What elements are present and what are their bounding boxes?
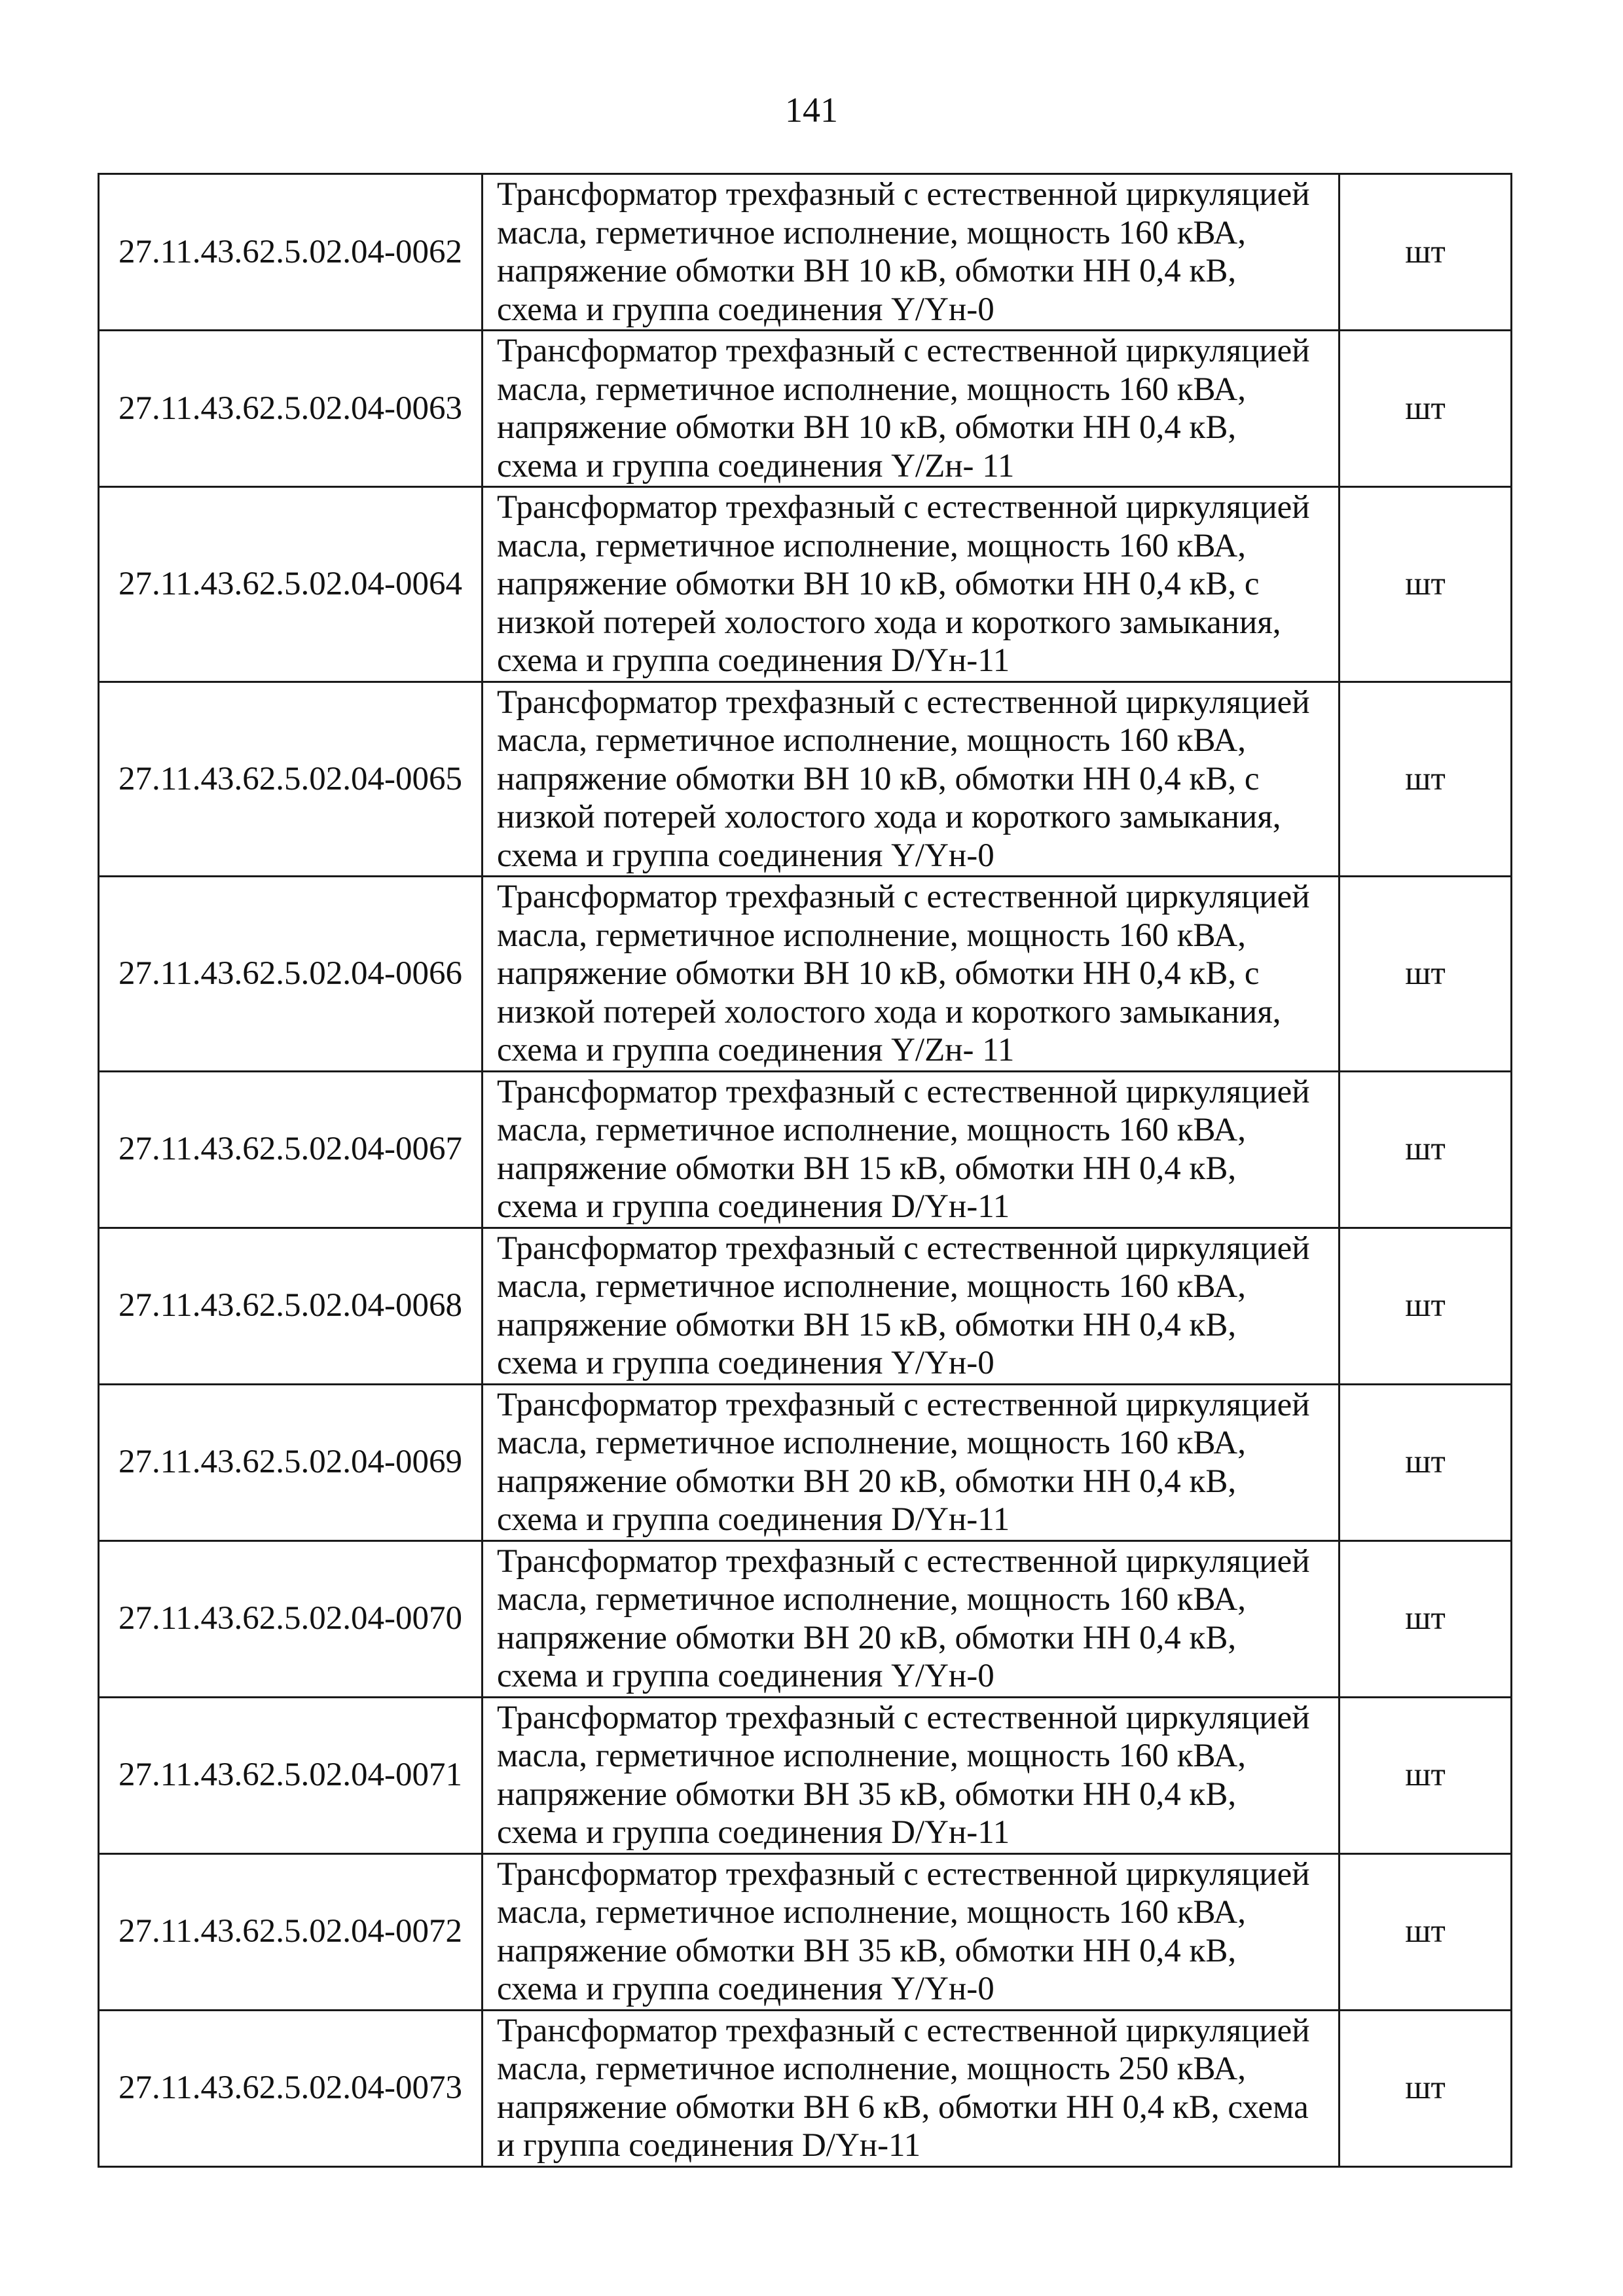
- description-line: схема и группа соединения Y/Yн-0: [497, 1658, 994, 1694]
- resource-code: 27.11.43.62.5.02.04-0066: [99, 877, 483, 1072]
- resource-description: [483, 487, 1340, 682]
- description-line: напряжение обмотки ВН 35 кВ, обмотки НН 0,4 кВ,: [497, 1932, 1237, 1969]
- unit-of-measure: шт: [1340, 487, 1512, 682]
- description-line: масла, герметичное исполнение, мощность 160 кВА,: [497, 371, 1246, 408]
- resource-code: 27.11.43.62.5.02.04-0072: [99, 1853, 483, 2010]
- description-line: схема и группа соединения Y/Zн- 11: [497, 1032, 1015, 1068]
- resource-code: 27.11.43.62.5.02.04-0064: [99, 487, 483, 682]
- description-line: схема и группа соединения D/Yн-11: [497, 1501, 1010, 1538]
- resource-description: [483, 2010, 1340, 2166]
- resource-description: [483, 1384, 1340, 1540]
- description-line: напряжение обмотки ВН 10 кВ, обмотки НН 0,4 кВ, с: [497, 566, 1260, 602]
- description-line: напряжение обмотки ВН 10 кВ, обмотки НН 0,4 кВ, с: [497, 955, 1260, 992]
- description-line: Трансформатор трехфазный с естественной циркуляцией: [497, 879, 1310, 915]
- description-line: схема и группа соединения Y/Yн-0: [497, 837, 994, 874]
- resource-description: [483, 331, 1340, 487]
- unit-of-measure: шт: [1340, 331, 1512, 487]
- table-row: [99, 331, 1512, 487]
- page-number: 141: [785, 90, 838, 130]
- table-row: [99, 1540, 1512, 1697]
- description-line: Трансформатор трехфазный с естественной циркуляцией: [497, 683, 1310, 721]
- resource-table: [98, 173, 1512, 2168]
- description-line: масла, герметичное исполнение, мощность 160 кВА,: [497, 1581, 1246, 1618]
- description-line: напряжение обмотки ВН 35 кВ, обмотки НН 0,4 кВ,: [497, 1776, 1237, 1813]
- description-line: Трансформатор трехфазный с естественной циркуляцией: [497, 489, 1310, 526]
- unit-of-measure: шт: [1340, 1540, 1512, 1697]
- description-line: Трансформатор трехфазный с естественной циркуляцией: [497, 1855, 1310, 1893]
- unit-of-measure: шт: [1340, 682, 1512, 877]
- description-line: схема и группа соединения Y/Yн-0: [497, 291, 994, 328]
- description-line: Трансформатор трехфазный с естественной циркуляцией: [497, 2012, 1310, 2049]
- resource-code: 27.11.43.62.5.02.04-0073: [99, 2010, 483, 2166]
- description-line: масла, герметичное исполнение, мощность 160 кВА,: [497, 1268, 1246, 1305]
- description-line: Трансформатор трехфазный с естественной циркуляцией: [497, 1230, 1310, 1267]
- description-line: Трансформатор трехфазный с естественной циркуляцией: [497, 176, 1310, 213]
- resource-description: [483, 682, 1340, 877]
- resource-description: [483, 1540, 1340, 1697]
- table-row: [99, 1071, 1512, 1228]
- description-line: масла, герметичное исполнение, мощность 160 кВА,: [497, 917, 1246, 954]
- description-line: напряжение обмотки ВН 20 кВ, обмотки НН 0,4 кВ,: [497, 1619, 1237, 1656]
- resource-code: 27.11.43.62.5.02.04-0062: [99, 174, 483, 331]
- table-row: [99, 1384, 1512, 1540]
- description-line: схема и группа соединения Y/Yн-0: [497, 1345, 994, 1381]
- description-line: масла, герметичное исполнение, мощность 160 кВА,: [497, 527, 1246, 564]
- description-line: масла, герметичное исполнение, мощность 160 кВА,: [497, 1738, 1246, 1774]
- resource-description: [483, 1228, 1340, 1384]
- description-line: Трансформатор трехфазный с естественной циркуляцией: [497, 1073, 1310, 1110]
- description-line: низкой потерей холостого хода и короткого замыкания,: [497, 604, 1281, 641]
- resource-code: 27.11.43.62.5.02.04-0071: [99, 1697, 483, 1853]
- description-line: низкой потерей холостого хода и короткого замыкания,: [497, 799, 1281, 835]
- description-line: Трансформатор трехфазный с естественной циркуляцией: [497, 1699, 1310, 1736]
- resource-code: 27.11.43.62.5.02.04-0070: [99, 1540, 483, 1697]
- description-line: Трансформатор трехфазный с естественной циркуляцией: [497, 1542, 1310, 1580]
- description-line: схема и группа соединения D/Yн-11: [497, 1814, 1010, 1851]
- table-row: [99, 1853, 1512, 2010]
- description-line: напряжение обмотки ВН 15 кВ, обмотки НН 0,4 кВ,: [497, 1306, 1237, 1343]
- description-line: схема и группа соединения D/Yн-11: [497, 1188, 1010, 1225]
- table-body: [99, 174, 1512, 2167]
- resource-code: 27.11.43.62.5.02.04-0063: [99, 331, 483, 487]
- table-row: [99, 1228, 1512, 1384]
- description-line: масла, герметичное исполнение, мощность 250 кВА,: [497, 2050, 1246, 2087]
- table-row: [99, 2010, 1512, 2166]
- resource-code: 27.11.43.62.5.02.04-0067: [99, 1071, 483, 1228]
- description-line: Трансформатор трехфазный с естественной циркуляцией: [497, 1386, 1310, 1423]
- resource-description: [483, 1071, 1340, 1228]
- description-line: масла, герметичное исполнение, мощность 160 кВА,: [497, 1425, 1246, 1461]
- unit-of-measure: шт: [1340, 1228, 1512, 1384]
- resource-code: 27.11.43.62.5.02.04-0069: [99, 1384, 483, 1540]
- unit-of-measure: шт: [1340, 1697, 1512, 1853]
- description-line: напряжение обмотки ВН 10 кВ, обмотки НН 0,4 кВ, с: [497, 760, 1260, 797]
- description-line: масла, герметичное исполнение, мощность 160 кВА,: [497, 722, 1246, 759]
- resource-description: [483, 877, 1340, 1072]
- table-row: [99, 682, 1512, 877]
- table-row: [99, 877, 1512, 1072]
- table-row: [99, 174, 1512, 331]
- description-line: напряжение обмотки ВН 10 кВ, обмотки НН 0,4 кВ,: [497, 253, 1237, 289]
- description-line: напряжение обмотки ВН 15 кВ, обмотки НН 0,4 кВ,: [497, 1150, 1237, 1187]
- description-line: и группа соединения D/Yн-11: [497, 2127, 921, 2164]
- unit-of-measure: шт: [1340, 2010, 1512, 2166]
- unit-of-measure: шт: [1340, 1071, 1512, 1228]
- unit-of-measure: шт: [1340, 877, 1512, 1072]
- resource-code: 27.11.43.62.5.02.04-0068: [99, 1228, 483, 1384]
- description-line: схема и группа соединения Y/Yн-0: [497, 1971, 994, 2007]
- table-row: [99, 1697, 1512, 1853]
- description-line: масла, герметичное исполнение, мощность 160 кВА,: [497, 214, 1246, 251]
- description-line: масла, герметичное исполнение, мощность 160 кВА,: [497, 1894, 1246, 1931]
- description-line: напряжение обмотки ВН 6 кВ, обмотки НН 0,4 кВ, схема: [497, 2088, 1309, 2126]
- description-line: Трансформатор трехфазный с естественной циркуляцией: [497, 333, 1310, 369]
- resource-description: [483, 174, 1340, 331]
- unit-of-measure: шт: [1340, 1853, 1512, 2010]
- description-line: низкой потерей холостого хода и короткого замыкания,: [497, 993, 1281, 1030]
- resource-description: [483, 1697, 1340, 1853]
- resource-code: 27.11.43.62.5.02.04-0065: [99, 682, 483, 877]
- resource-description: [483, 1853, 1340, 2010]
- description-line: схема и группа соединения Y/Zн- 11: [497, 447, 1015, 484]
- description-line: напряжение обмотки ВН 10 кВ, обмотки НН 0,4 кВ,: [497, 409, 1237, 446]
- unit-of-measure: шт: [1340, 1384, 1512, 1540]
- description-line: напряжение обмотки ВН 20 кВ, обмотки НН 0,4 кВ,: [497, 1463, 1237, 1500]
- description-line: масла, герметичное исполнение, мощность 160 кВА,: [497, 1112, 1246, 1148]
- unit-of-measure: шт: [1340, 174, 1512, 331]
- description-line: схема и группа соединения D/Yн-11: [497, 642, 1010, 679]
- table-row: [99, 487, 1512, 682]
